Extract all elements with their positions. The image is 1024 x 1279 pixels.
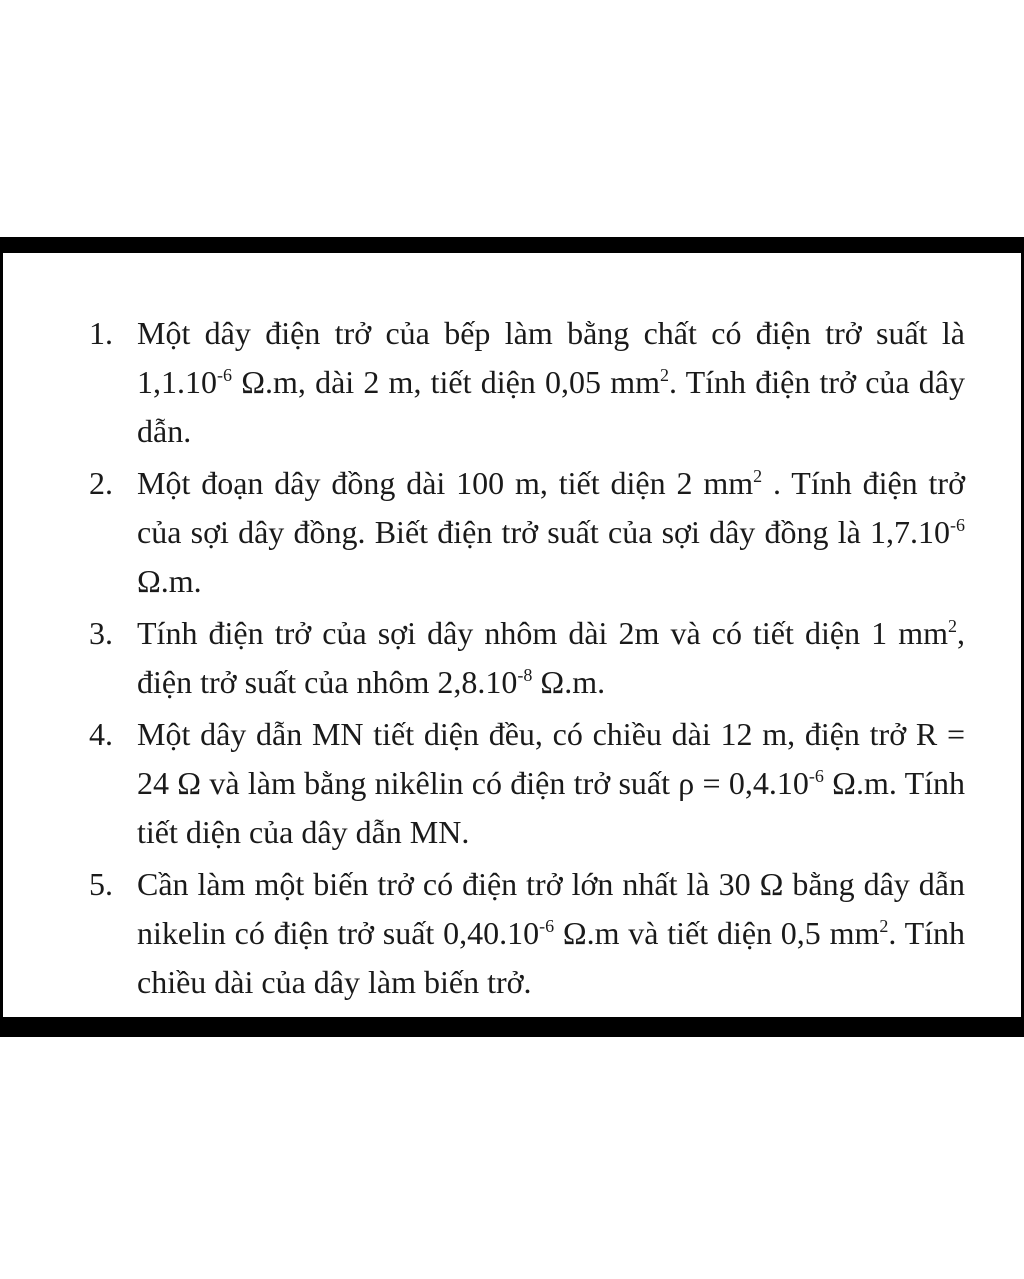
superscript: -6 [217,365,232,385]
problem-text: Tính điện trở của sợi dây nhôm dài 2m và có tiết diện 1 mm [137,615,948,651]
problem-number: 1. [89,315,113,351]
problem-text: Một dây dẫn MN tiết diện đều, có chiều dài 12 m, điện trở R = 24 Ω và làm bằng nikêlin có điện trở suất ρ = 0,4.10 [137,716,965,801]
problem-number: 5. [89,866,113,902]
superscript: -6 [808,766,824,786]
problem-item [89,309,965,456]
problem-text: Ω.m và tiết diện 0,5 mm [554,915,880,951]
problem-text: . Tính điện trở của sợi dây đồng. Biết điện trở suất của sợi dây đồng là 1,7.10 [137,465,966,550]
superscript: 2 [753,466,763,486]
problem-text: Cần làm một biến trở có điện trở lớn nhất là 30 Ω bằng dây dẫn nikelin có điện trở suất 0,40.10 [137,866,965,951]
problem-text: Ω.m. Tính tiết diện của dây dẫn MN. [137,765,966,850]
superscript: 2 [879,916,889,936]
problem-text: Một đoạn dây đồng dài 100 m, tiết diện 2 mm [137,465,754,501]
superscript: 2 [659,365,669,385]
problem-text: Ω.m. [532,664,606,700]
problem-number: 4. [89,716,113,752]
superscript: -8 [517,665,533,685]
problem-item [89,710,965,857]
problem-text: . Tính điện trở của dây dẫn. [137,364,966,449]
problem-item [89,609,965,707]
problem-item [89,860,965,1007]
problem-list [89,309,965,1010]
superscript: -6 [539,916,555,936]
exercise-frame [0,237,1024,1037]
superscript: 2 [948,616,957,636]
problem-item [89,459,965,606]
problem-text: . Tính chiều dài của dây làm biến trở. [137,915,966,1000]
problem-text: Một dây điện trở của bếp làm bằng chất có điện trở suất là 1,1.10 [137,315,965,400]
problem-text: , điện trở suất của nhôm 2,8.10 [137,615,965,700]
problem-number: 3. [89,615,113,651]
problem-text: Ω.m, dài 2 m, tiết diện 0,05 mm [232,364,660,400]
problem-number: 2. [89,465,113,501]
superscript: -6 [950,515,965,535]
problem-text: Ω.m. [137,563,202,599]
